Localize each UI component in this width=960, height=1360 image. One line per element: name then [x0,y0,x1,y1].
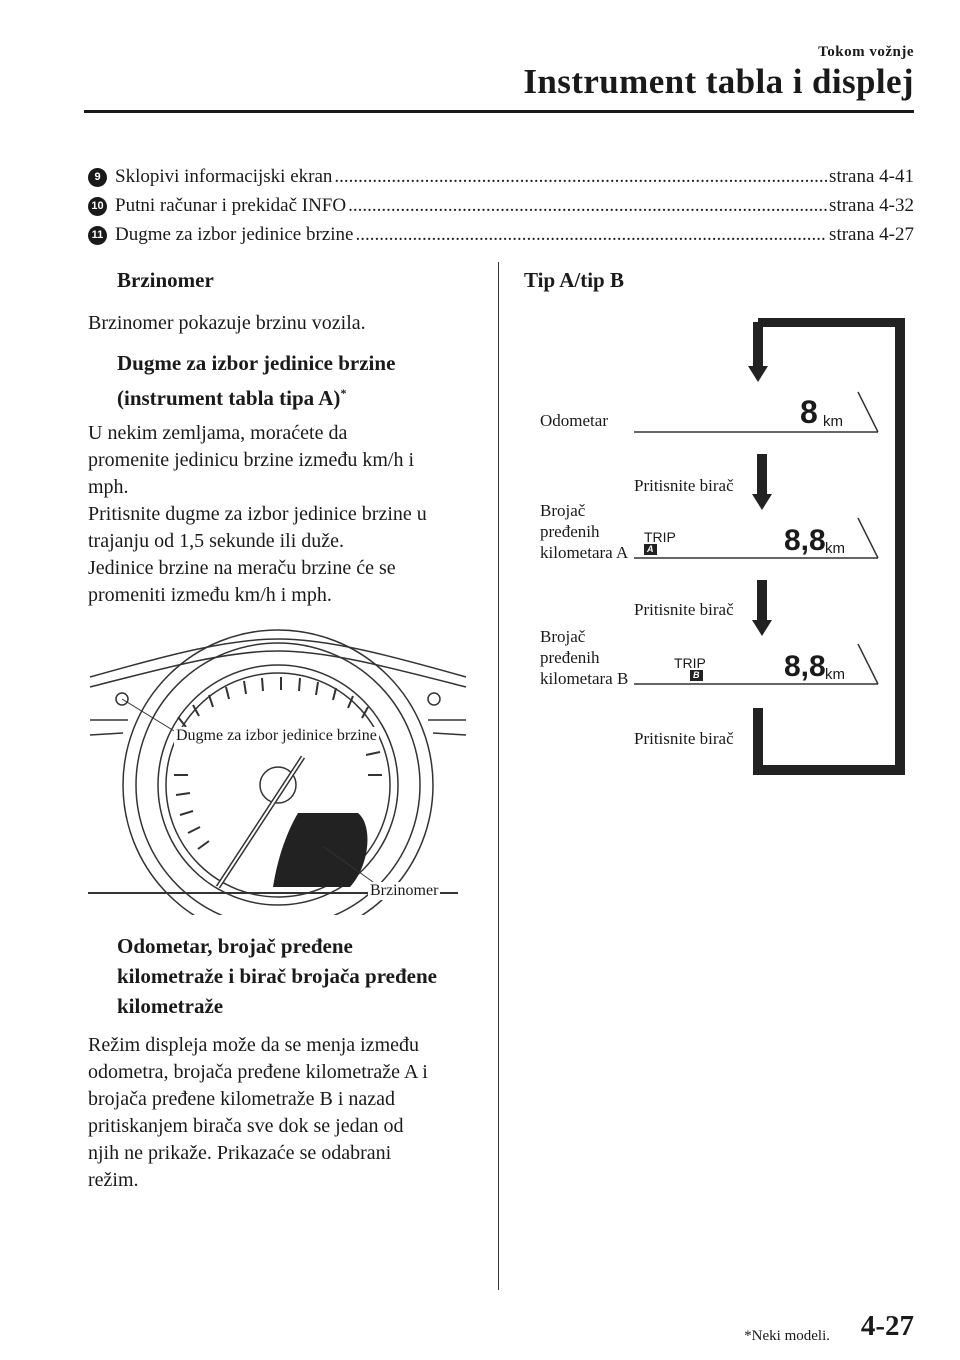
trip-a-digits: 8,8 [784,524,826,557]
unit-button-heading: Dugme za izbor jedinice brzine (instrument tabla tipa A)* [117,351,396,410]
callout-unit-button: Dugme za izbor jedinice brzine [176,727,377,744]
instrument-cluster-illustration [88,625,468,915]
arrow-down-icon [748,366,768,382]
footnote: *Neki modeli. [744,1328,830,1344]
item-number-badge: 9 [88,168,107,187]
toc-item-9[interactable] [88,166,914,189]
item-number-badge: 11 [88,226,107,245]
trip-b-label: TRIP [674,655,706,671]
type-heading: Tip A/tip B [524,268,624,292]
toc-item-page: strana 4-32 [829,195,914,216]
leader-dots [334,166,827,188]
trip-b-digits: 8,8 [784,650,826,683]
toc-item-page: strana 4-41 [829,166,914,187]
item-number-badge: 10 [88,197,107,216]
toc-item-10[interactable] [88,195,914,218]
running-header-title: Instrument tabla i displej [523,62,914,101]
arrow-down-icon [752,494,772,510]
toc-item-text: Sklopivi informacijski ekran [115,166,333,187]
trip-b-badge: B [693,670,700,680]
speedometer-heading: Brzinomer [117,268,214,292]
leader-dots [348,195,827,217]
column-divider [498,262,499,1290]
trip-a-unit: km [825,540,845,557]
odometer-label: Odometar [540,411,608,430]
header-rule [84,110,914,113]
leader-dots [355,224,827,246]
trip-b-unit: km [825,666,845,683]
trip-a-caption: Brojač pređenih kilometara A [540,501,629,562]
odometer-text: Režim displeja može da se menja između odometra, brojača pređene kilometraže A i brojača pređene kilometraže B i nazad pritiskanjem birača sve dok se jedan od njih ne prikaže. Prikazaće se odabrani režim. [88,1034,428,1191]
press-selector-label-3: Pritisnite birač [634,729,734,748]
arrow-down-icon [752,620,772,636]
trip-a-label: TRIP [644,529,676,545]
running-header-section: Tokom vožnje [818,44,914,60]
odometer-heading: Odometar, brojač pređene kilometraže i birač brojača pređene kilometraže [117,934,437,1018]
toc-item-text: Dugme za izbor jedinice brzine [115,224,354,245]
trip-a-badge: A [647,544,654,554]
toc-item-page: strana 4-27 [829,224,914,245]
callout-speedometer: Brzinomer [370,882,439,899]
page-number: 4-27 [860,1310,914,1342]
toc-item-11[interactable] [88,224,914,247]
unit-button-text: U nekim zemljama, moraćete da promenite jedinicu brzine između km/h i mph. Pritisnite dugme za izbor jedinice brzine u trajanju od 1,5 sekunde ili duže. Jedinice brzine na meraču brzine će se promeniti između km/h i mph. [88,422,427,606]
odometer-digit: 8 [800,394,818,430]
display-mode-diagram [630,318,905,778]
speedometer-text: Brzinomer pokazuje brzinu vozila. [88,312,366,334]
trip-b-caption: Brojač pređenih kilometara B [540,627,629,688]
toc-item-text: Putni računar i prekidač INFO [115,195,347,216]
press-selector-label-1: Pritisnite birač [634,476,734,495]
press-selector-label-2: Pritisnite birač [634,600,734,619]
odometer-unit: km [823,413,843,430]
